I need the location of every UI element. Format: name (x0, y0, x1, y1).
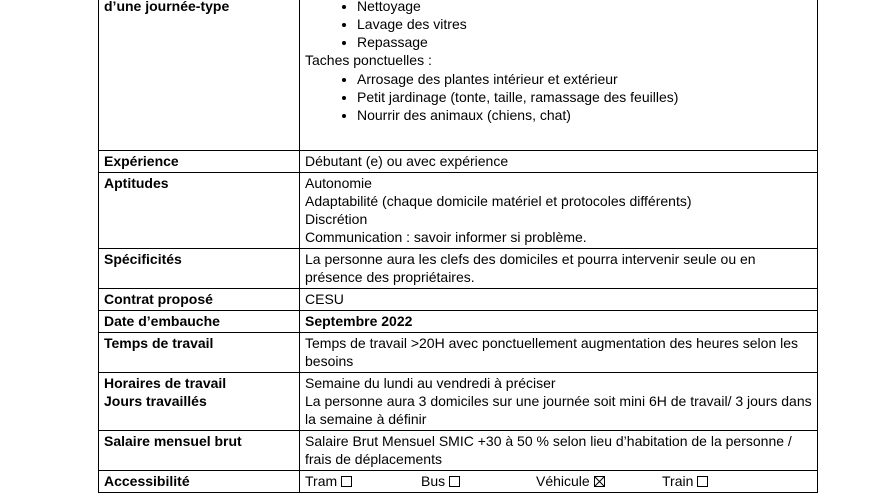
value-horaires (300, 373, 818, 431)
value-contrat: CESU (300, 289, 818, 311)
label-jours-travailles: Jours travaillés (104, 393, 207, 409)
option-tram-label: Tram (305, 473, 338, 489)
label-experience: Expérience (99, 151, 300, 173)
task-item: • Arrosage des plantes intérieur et extérieur (357, 70, 813, 88)
horaires-line: Semaine du lundi au vendredi à préciser (305, 375, 556, 391)
label-journee-type: d’une journée-type (99, 0, 300, 151)
bus-checkbox[interactable] (449, 476, 460, 487)
row-experience (99, 151, 818, 173)
row-date-embauche (99, 311, 818, 333)
horaires-line: La personne aura 3 domiciles sur une journée soit mini 6H de travail/ 3 jours dans la semaine à définir (305, 393, 812, 427)
aptitude-line: Adaptabilité (chaque domicile matériel et protocoles différents) (305, 193, 692, 209)
option-train-label: Train (662, 473, 694, 489)
label-salaire: Salaire mensuel brut (99, 431, 300, 471)
label-contrat: Contrat proposé (99, 289, 300, 311)
job-offer-table (98, 0, 818, 493)
aptitude-line: Discrétion (305, 211, 368, 227)
row-temps-travail (99, 333, 818, 373)
vehicule-checkbox[interactable] (594, 476, 605, 487)
aptitude-line: Communication : savoir informer si problème. (305, 229, 587, 245)
value-date-embauche: Septembre 2022 (300, 311, 818, 333)
value-specificites: La personne aura les clefs des domiciles et pourra intervenir seule ou en présence des propriétaires. (300, 249, 818, 289)
tasks-list (305, 0, 813, 51)
task-item: • Lavage des vitres (357, 15, 813, 33)
label-accessibilite: Accessibilité (99, 471, 300, 493)
value-experience: Débutant (e) ou avec expérience (300, 151, 818, 173)
occasional-tasks-list (305, 70, 813, 124)
label-temps-travail: Temps de travail (99, 333, 300, 373)
option-bus-label: Bus (421, 473, 446, 489)
value-salaire: Salaire Brut Mensuel SMIC +30 à 50 % selon lieu d’habitation de la personne / frais de déplacements (300, 431, 818, 471)
aptitude-line: Autonomie (305, 175, 372, 191)
task-item: • Nourrir des animaux (chiens, chat) (357, 106, 813, 124)
row-specificites (99, 249, 818, 289)
value-aptitudes (300, 173, 818, 249)
row-aptitudes (99, 173, 818, 249)
label-specificites: Spécificités (99, 249, 300, 289)
row-contrat (99, 289, 818, 311)
row-salaire (99, 431, 818, 471)
label-date-embauche: Date d’embauche (99, 311, 300, 333)
task-item: • Petit jardinage (tonte, taille, ramassage des feuilles) (357, 88, 813, 106)
label-aptitudes: Aptitudes (99, 173, 300, 249)
transport-options (305, 472, 813, 490)
train-checkbox[interactable] (697, 476, 708, 487)
option-vehicule (536, 472, 662, 490)
option-vehicule-label: Véhicule (536, 473, 590, 489)
row-journee-type (99, 0, 818, 151)
label-horaires-travail: Horaires de travail (104, 375, 227, 391)
label-horaires (99, 373, 300, 431)
row-accessibilite (99, 471, 818, 493)
occasional-tasks-heading: Taches ponctuelles : (305, 52, 432, 68)
value-journee-type (300, 0, 818, 151)
task-item: • Repassage (357, 33, 813, 51)
option-bus (421, 472, 536, 490)
value-temps-travail: Temps de travail >20H avec ponctuellement augmentation des heures selon les besoins (300, 333, 818, 373)
tram-checkbox[interactable] (341, 476, 352, 487)
row-horaires (99, 373, 818, 431)
task-item: • Nettoyage (357, 0, 813, 15)
value-accessibilite (300, 471, 818, 493)
option-tram (305, 472, 421, 490)
option-train (662, 472, 708, 490)
